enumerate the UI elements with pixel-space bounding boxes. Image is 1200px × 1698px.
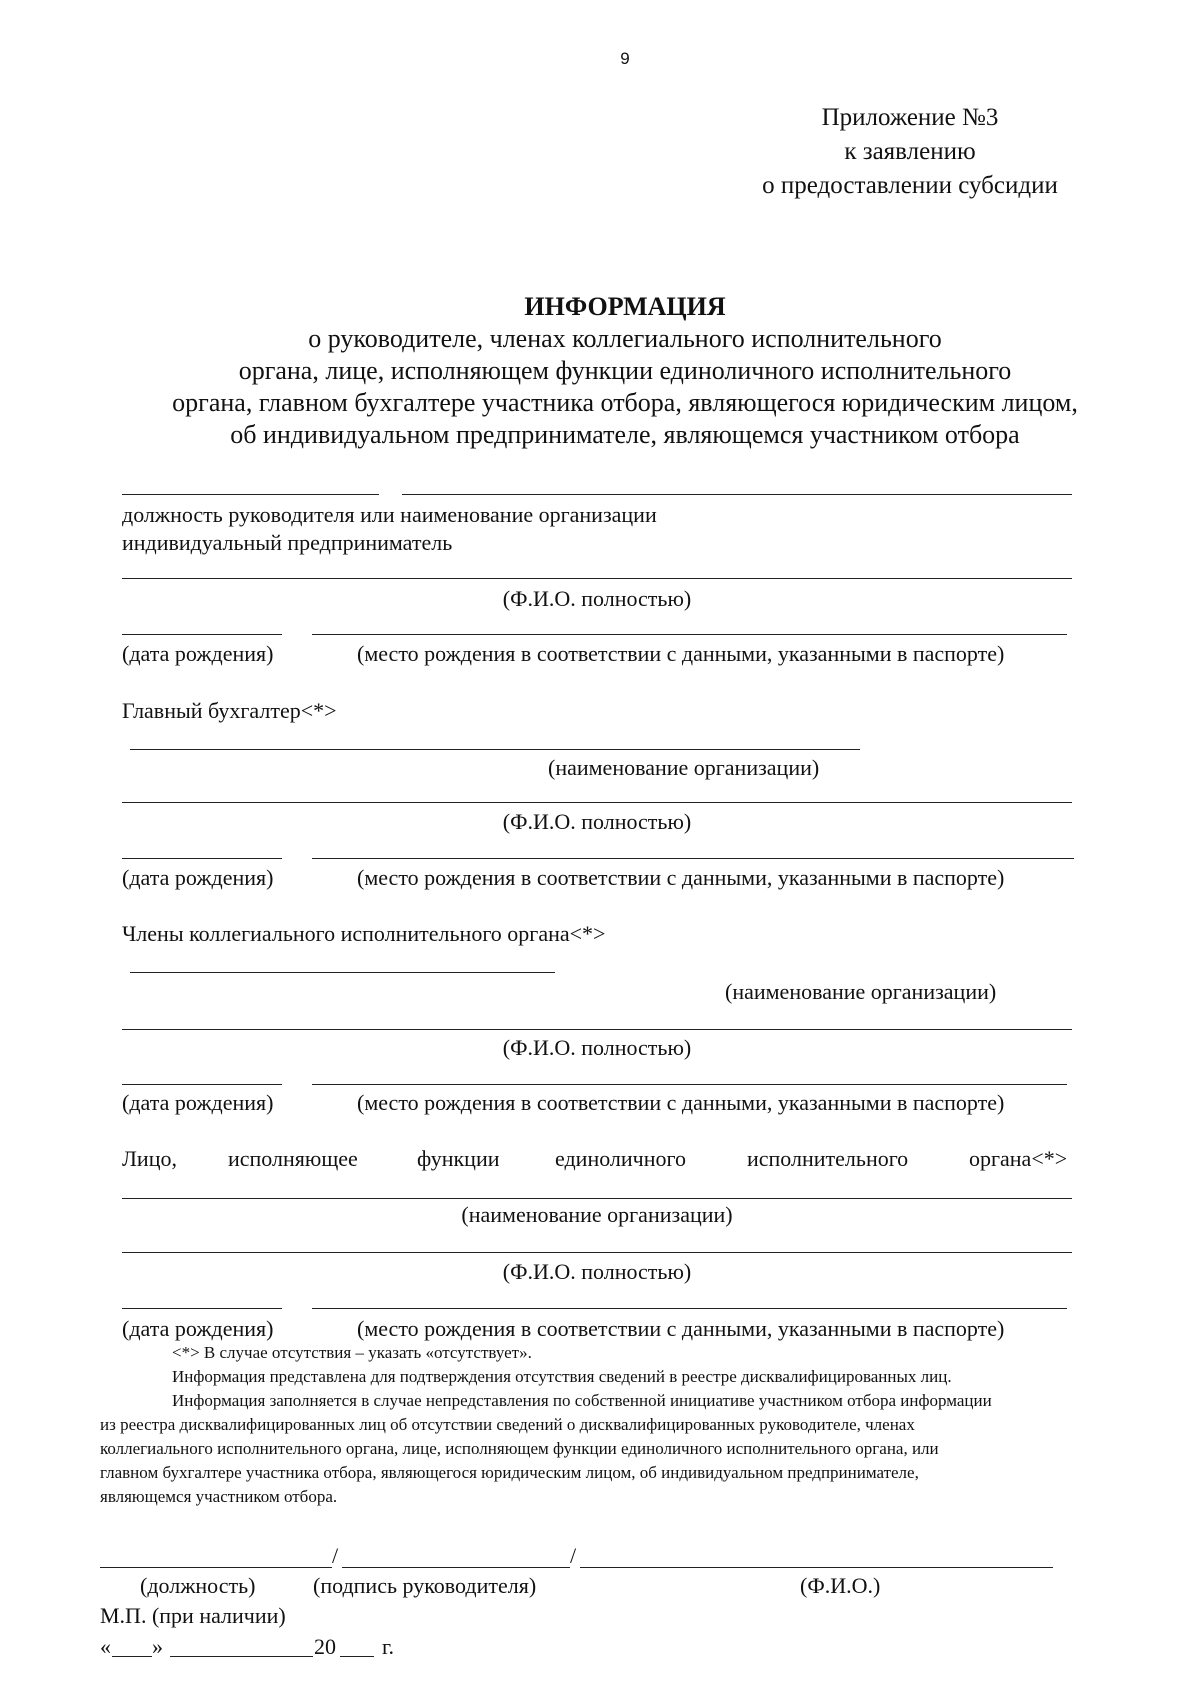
accountant-fio-label: (Ф.И.О. полностью) bbox=[502, 809, 692, 834]
document-title: ИНФОРМАЦИЯ bbox=[524, 292, 726, 321]
date-close-quote: » bbox=[152, 1634, 163, 1659]
sole-org-blank-line bbox=[122, 1198, 1072, 1199]
stamp-label: М.П. (при наличии) bbox=[100, 1603, 286, 1628]
sole-fio-label: (Ф.И.О. полностью) bbox=[502, 1259, 692, 1284]
sole-fio-blank-line bbox=[122, 1252, 1072, 1253]
sole-executive-heading-word-2: исполняющее bbox=[228, 1146, 358, 1171]
birth-place-blank-line bbox=[312, 634, 1067, 635]
signature-sign-blank-line bbox=[342, 1567, 570, 1568]
date-year-suffix: г. bbox=[382, 1634, 395, 1659]
title-line-4: об индивидуальном предпринимателе, являющемся участником отбора bbox=[230, 420, 1020, 449]
signature-position-label: (должность) bbox=[140, 1573, 256, 1598]
note-fill-line-2: из реестра дисквалифицированных лиц об отсутствии сведений о дисквалифицированных руководителе, членах bbox=[100, 1415, 915, 1434]
sole-birth-place-blank-line bbox=[312, 1308, 1067, 1309]
org-blank-line bbox=[402, 494, 1072, 495]
signature-fio-blank-line bbox=[580, 1567, 1053, 1568]
note-fill-line-5: являющемся участником отбора. bbox=[100, 1487, 338, 1506]
position-blank-line bbox=[122, 494, 379, 495]
collegial-birth-date-blank-line bbox=[122, 1084, 282, 1085]
footnote-absence: <*> В случае отсутствия – указать «отсутствует». bbox=[172, 1343, 532, 1362]
title-line-2: органа, лице, исполняющем функции единоличного исполнительного bbox=[238, 356, 1012, 385]
appendix-line-2: к заявлению bbox=[844, 138, 976, 165]
appendix-line-3: о предоставлении субсидии bbox=[762, 172, 1058, 199]
collegial-birth-place-blank-line bbox=[312, 1084, 1067, 1085]
collegial-org-blank-line bbox=[130, 972, 555, 973]
collegial-fio-blank-line bbox=[122, 1029, 1072, 1030]
signature-sign-label: (подпись руководителя) bbox=[313, 1573, 537, 1598]
note-fill-line-1: Информация заполняется в случае непредставления по собственной инициативе участником отбора информации bbox=[172, 1391, 992, 1410]
signature-slash-1: / bbox=[332, 1543, 339, 1568]
accountant-birth-place-label: (место рождения в соответствии с данными, указанными в паспорте) bbox=[357, 865, 1005, 890]
appendix-line-1: Приложение №3 bbox=[821, 104, 999, 131]
signature-fio-label: (Ф.И.О.) bbox=[800, 1573, 881, 1598]
date-year-blank-line bbox=[340, 1656, 374, 1657]
sole-executive-heading-word-6: органа<*> bbox=[969, 1146, 1068, 1171]
collegial-birth-date-label: (дата рождения) bbox=[122, 1090, 274, 1115]
note-fill-line-3: коллегиального исполнительного органа, лице, исполняющем функции единоличного исполнительного органа, или bbox=[100, 1439, 939, 1458]
accountant-birth-date-blank-line bbox=[122, 858, 282, 859]
date-year-prefix: 20 bbox=[314, 1634, 336, 1659]
accountant-org-label: (наименование организации) bbox=[548, 755, 820, 780]
sole-executive-heading-word-5: исполнительного bbox=[747, 1146, 909, 1171]
sole-birth-date-label: (дата рождения) bbox=[122, 1316, 274, 1341]
collegial-birth-place-label: (место рождения в соответствии с данными, указанными в паспорте) bbox=[357, 1090, 1005, 1115]
accountant-fio-blank-line bbox=[122, 802, 1072, 803]
date-day-blank-line bbox=[112, 1656, 152, 1657]
sole-executive-heading-word-3: функции bbox=[417, 1146, 500, 1171]
note-purpose: Информация представлена для подтверждения отсутствия сведений в реестре дисквалифицированных лиц. bbox=[172, 1367, 952, 1386]
signature-position-blank-line bbox=[100, 1567, 332, 1568]
position-label: должность руководителя или наименование организации bbox=[122, 502, 657, 527]
birth-place-label: (место рождения в соответствии с данными, указанными в паспорте) bbox=[357, 641, 1005, 666]
date-open-quote: « bbox=[100, 1634, 111, 1659]
collegial-org-label: (наименование организации) bbox=[725, 979, 997, 1004]
fio-label: (Ф.И.О. полностью) bbox=[502, 586, 692, 611]
title-line-1: о руководителе, членах коллегиального исполнительного bbox=[308, 324, 942, 353]
accountant-org-blank-line bbox=[130, 749, 860, 750]
sole-executive-heading-word-4: единоличного bbox=[555, 1146, 686, 1171]
accountant-birth-date-label: (дата рождения) bbox=[122, 865, 274, 890]
note-fill-line-4: главном бухгалтере участника отбора, являющегося юридическим лицом, об индивидуальном предпринимателе, bbox=[100, 1463, 919, 1482]
sole-birth-date-blank-line bbox=[122, 1308, 282, 1309]
fio-blank-line bbox=[122, 578, 1072, 579]
collegial-members-heading: Члены коллегиального исполнительного органа<*> bbox=[122, 921, 606, 946]
title-line-3: органа, главном бухгалтере участника отбора, являющегося юридическим лицом, bbox=[172, 388, 1078, 417]
sole-birth-place-label: (место рождения в соответствии с данными, указанными в паспорте) bbox=[357, 1316, 1005, 1341]
birth-date-label: (дата рождения) bbox=[122, 641, 274, 666]
sole-org-label: (наименование организации) bbox=[461, 1202, 733, 1227]
date-month-blank-line bbox=[170, 1656, 313, 1657]
collegial-fio-label: (Ф.И.О. полностью) bbox=[502, 1035, 692, 1060]
ip-label: индивидуальный предприниматель bbox=[122, 530, 453, 555]
chief-accountant-heading: Главный бухгалтер<*> bbox=[122, 698, 337, 723]
sole-executive-heading-word-1: Лицо, bbox=[122, 1146, 177, 1171]
birth-date-blank-line bbox=[122, 634, 282, 635]
signature-slash-2: / bbox=[570, 1543, 577, 1568]
accountant-birth-place-blank-line bbox=[312, 858, 1074, 859]
page-number: 9 bbox=[620, 49, 630, 68]
